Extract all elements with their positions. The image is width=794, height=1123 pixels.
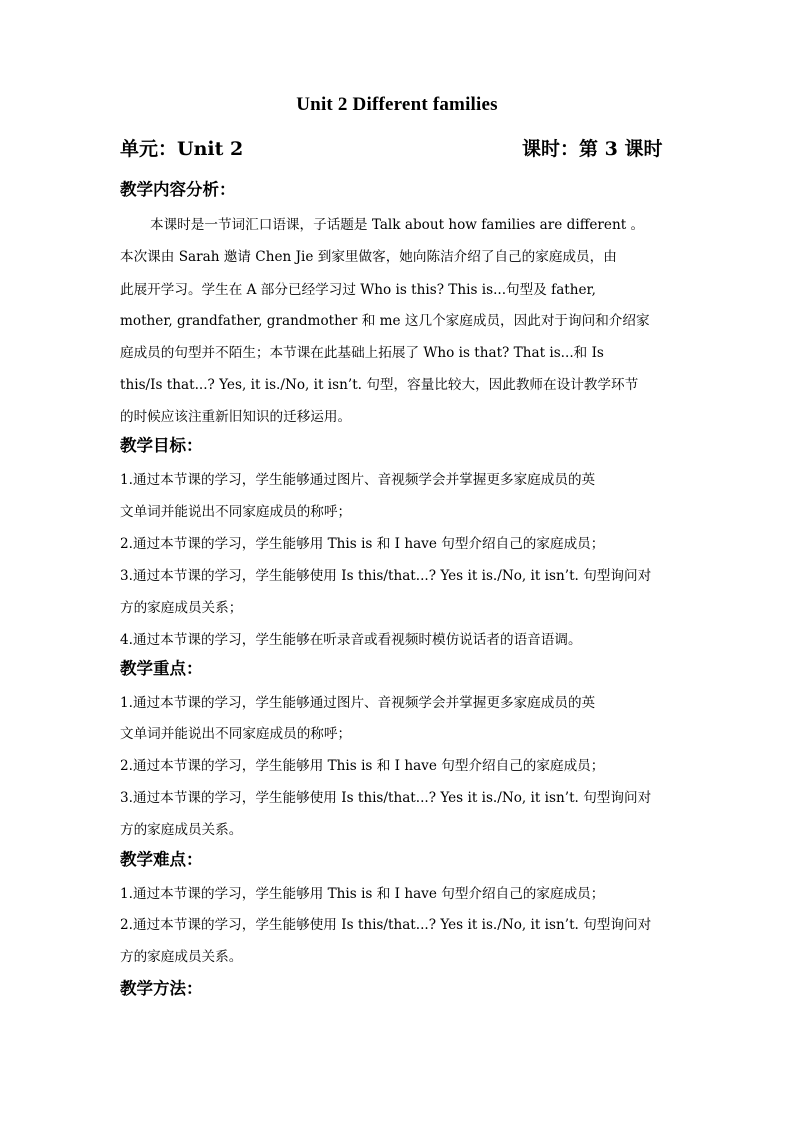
objectives-line: 3.通过本节课的学习，学生能够使用 Is this/that...? Yes it is./No, it isn’t. 句型询问对 (120, 568, 652, 584)
objectives-line: 文单词并能说出不同家庭成员的称呼； (120, 504, 352, 520)
objectives-line: 2.通过本节课的学习，学生能够用 This is 和 I have 句型介绍自己的家庭成员； (120, 536, 605, 552)
content-analysis-line: 庭成员的句型并不陌生；本节课在此基础上拓展了 Who is that? That is...和 Is (120, 345, 604, 361)
key-points-line: 文单词并能说出不同家庭成员的称呼； (120, 726, 352, 742)
difficulties-line: 2.通过本节课的学习，学生能够使用 Is this/that...? Yes it is./No, it isn’t. 句型询问对 (120, 917, 652, 933)
document-title: Unit 2 Different families (296, 94, 498, 115)
period-label: 课时：第 3 课时 (522, 138, 663, 160)
difficulties-line: 方的家庭成员关系。 (120, 949, 243, 965)
key-points-heading: 教学重点： (120, 659, 203, 678)
content-analysis-line: this/Is that...? Yes, it is./No, it isn’t. 句型，容量比较大，因此教师在设计教学环节 (120, 377, 639, 393)
content-analysis-line: mother, grandfather, grandmother 和 me 这几个家庭成员，因此对于询问和介绍家 (120, 313, 650, 329)
unit-label: 单元：Unit 2 (120, 138, 244, 160)
objectives-line: 方的家庭成员关系； (120, 600, 243, 616)
difficulties-line: 1.通过本节课的学习，学生能够用 This is 和 I have 句型介绍自己的家庭成员； (120, 886, 605, 902)
content-analysis-line: 的时候应该注重新旧知识的迁移运用。 (120, 409, 352, 425)
objectives-heading: 教学目标： (120, 436, 203, 455)
difficulties-heading: 教学难点： (120, 850, 203, 869)
key-points-line: 3.通过本节课的学习，学生能够使用 Is this/that...? Yes it is./No, it isn’t. 句型询问对 (120, 790, 652, 806)
content-analysis-line: 本次课由 Sarah 邀请 Chen Jie 到家里做客，她向陈洁介绍了自己的家庭成员，由 (120, 249, 617, 265)
key-points-line: 2.通过本节课的学习，学生能够用 This is 和 I have 句型介绍自己的家庭成员； (120, 758, 605, 774)
objectives-line: 4.通过本节课的学习，学生能够在听录音或看视频时模仿说话者的语音语调。 (120, 632, 582, 648)
content-analysis-heading: 教学内容分析： (120, 180, 236, 199)
objectives-line: 1.通过本节课的学习，学生能够通过图片、音视频学会并掌握更多家庭成员的英 (120, 472, 596, 488)
content-analysis-line: 本课时是一节词汇口语课，子话题是 Talk about how families are different 。 (150, 217, 645, 233)
content-analysis-line: 此展开学习。学生在 A 部分已经学习过 Who is this? This is...句型及 father, (120, 282, 596, 298)
methods-heading: 教学方法： (120, 979, 203, 998)
key-points-line: 1.通过本节课的学习，学生能够通过图片、音视频学会并掌握更多家庭成员的英 (120, 695, 596, 711)
key-points-line: 方的家庭成员关系。 (120, 822, 243, 838)
